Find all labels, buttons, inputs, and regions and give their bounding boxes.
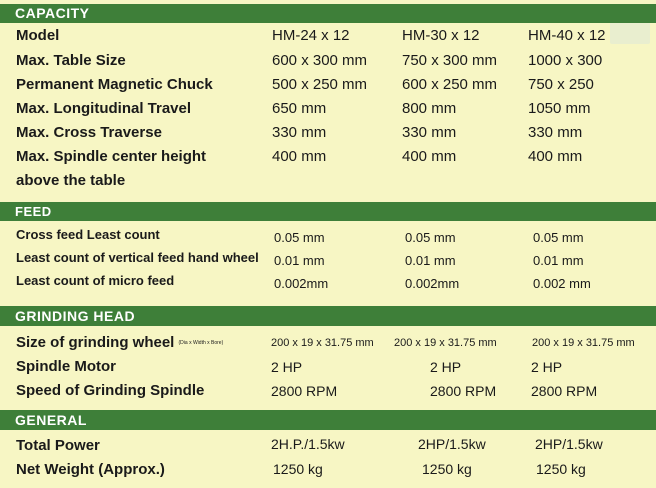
cell-value: 2 HP	[430, 359, 462, 375]
cell-value: 0.002 mm	[533, 276, 591, 291]
table-row	[0, 355, 656, 379]
cell-value: 200 x 19 x 31.75 mm	[271, 337, 374, 349]
cell-value: 600 x 250 mm	[402, 76, 498, 93]
cell-value: 400 mm	[272, 148, 327, 165]
cell-value: 1050 mm	[528, 100, 591, 117]
table-row	[0, 169, 656, 193]
capacity-heading: CAPACITY	[15, 5, 90, 21]
cell-value: 2800 RPM	[430, 383, 497, 399]
cell-value: 330 mm	[272, 124, 327, 141]
row-label: Max. Spindle center height	[16, 148, 207, 165]
cell-value: 1250 kg	[536, 461, 586, 477]
cell-value: 330 mm	[402, 124, 457, 141]
row-label: Total Power	[16, 437, 100, 454]
row-label: Permanent Magnetic Chuck	[16, 76, 213, 93]
cell-value: 2800 RPM	[531, 383, 598, 399]
cell-value: 1250 kg	[422, 461, 472, 477]
general-heading: GENERAL	[15, 412, 87, 428]
general-header	[0, 410, 656, 430]
table-row	[0, 330, 656, 354]
cell-value: 0.002mm	[405, 276, 460, 291]
table-row	[0, 458, 656, 482]
cell-value: 800 mm	[402, 100, 457, 117]
cell-value: 1000 x 300	[528, 52, 603, 69]
cell-value: 2 HP	[531, 359, 563, 375]
row-label: Model	[16, 27, 60, 44]
table-row	[0, 73, 656, 97]
cell-value: 400 mm	[402, 148, 457, 165]
row-label: Max. Longitudinal Travel	[16, 100, 192, 117]
table-row	[0, 271, 656, 295]
row-label: Least count of vertical feed hand wheel	[16, 250, 259, 265]
table-row	[0, 97, 656, 121]
row-label	[16, 334, 223, 351]
cell-value: 200 x 19 x 31.75 mm	[532, 337, 635, 349]
table-row	[0, 225, 656, 249]
capacity-header	[0, 4, 656, 23]
table-row	[0, 49, 656, 73]
cell-value: 600 x 300 mm	[272, 52, 368, 69]
row-label-continuation: above the table	[16, 172, 126, 189]
table-row	[0, 434, 656, 458]
grinding-head-heading: GRINDING HEAD	[15, 308, 136, 324]
cell-value: 2800 RPM	[271, 383, 338, 399]
cell-value: 1250 kg	[273, 461, 323, 477]
cell-value: HM-30 x 12	[402, 27, 480, 44]
table-row	[0, 24, 656, 48]
cell-value: 0.01 mm	[274, 253, 325, 268]
row-label: Cross feed Least count	[16, 227, 160, 242]
table-row	[0, 379, 656, 403]
cell-value: 2HP/1.5kw	[535, 436, 603, 452]
feed-heading: FEED	[15, 204, 52, 219]
cell-value: 500 x 250 mm	[272, 76, 368, 93]
cell-value: 0.002mm	[274, 276, 329, 291]
row-label-note: (Dia x Width x Bore)	[178, 340, 224, 347]
cell-value: HM-40 x 12	[528, 27, 606, 44]
table-row	[0, 145, 656, 169]
grinding-head-header	[0, 306, 656, 326]
row-label-text: Size of grinding wheel	[16, 334, 175, 351]
cell-value: 330 mm	[528, 124, 583, 141]
cell-value: 200 x 19 x 31.75 mm	[394, 337, 497, 349]
cell-value: 750 x 300 mm	[402, 52, 498, 69]
row-label: Net Weight (Approx.)	[16, 461, 165, 478]
row-label: Max. Cross Traverse	[16, 124, 162, 141]
cell-value: 0.05 mm	[533, 230, 584, 245]
cell-value: 400 mm	[528, 148, 583, 165]
feed-header	[0, 202, 656, 221]
cell-value: 2 HP	[271, 359, 303, 375]
table-row	[0, 121, 656, 145]
cell-value: 0.01 mm	[405, 253, 456, 268]
cell-value: 750 x 250	[528, 76, 594, 93]
cell-value: HM-24 x 12	[272, 27, 350, 44]
cell-value: 0.01 mm	[533, 253, 584, 268]
row-label: Spindle Motor	[16, 358, 116, 375]
cell-value: 0.05 mm	[274, 230, 325, 245]
cell-value: 2HP/1.5kw	[418, 436, 486, 452]
table-row	[0, 248, 656, 272]
row-label: Max. Table Size	[16, 52, 126, 69]
cell-value: 0.05 mm	[405, 230, 456, 245]
row-label: Least count of micro feed	[16, 273, 175, 288]
row-label: Speed of Grinding Spindle	[16, 382, 205, 399]
cell-value: 2H.P./1.5kw	[271, 436, 345, 452]
cell-value: 650 mm	[272, 100, 327, 117]
